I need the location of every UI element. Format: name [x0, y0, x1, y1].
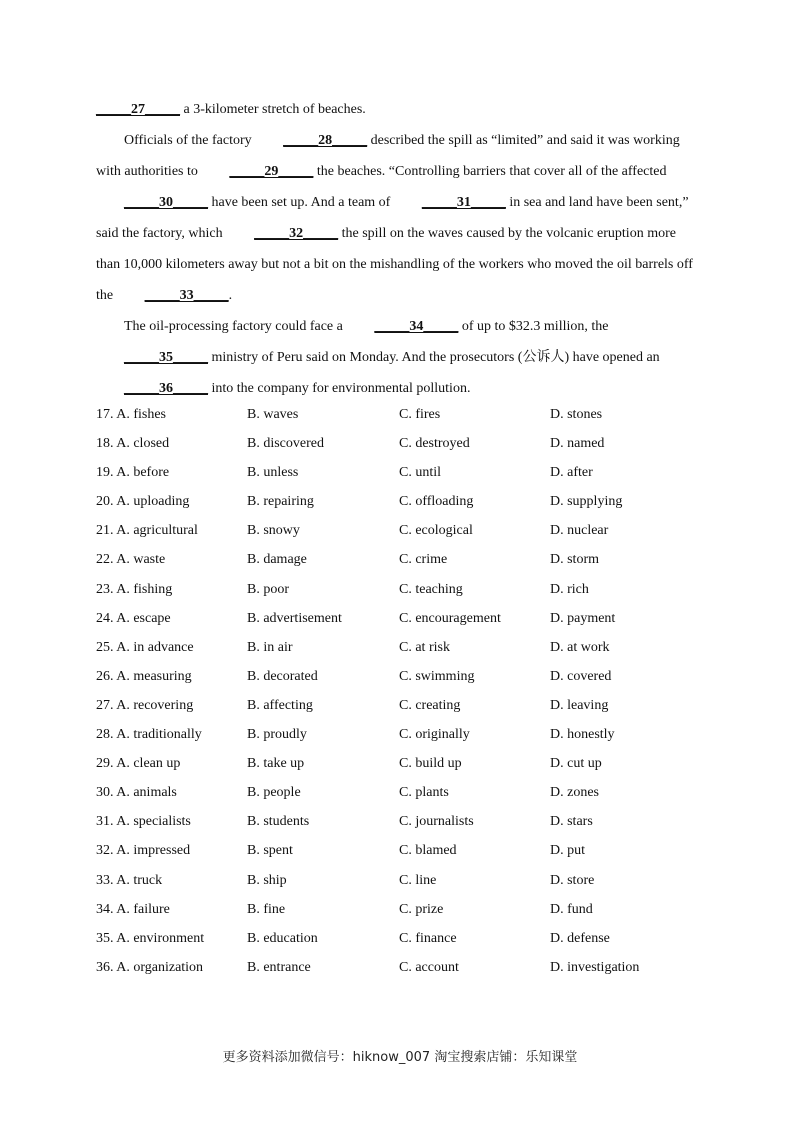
- option-d: D. supplying: [550, 494, 623, 510]
- passage-text: The oil-processing factory could face a: [124, 319, 347, 334]
- option-b: B. poor: [247, 581, 289, 597]
- option-d: D. stars: [550, 814, 593, 830]
- option-a: 29. A. clean up: [96, 756, 181, 772]
- option-a: 27. A. recovering: [96, 697, 194, 713]
- option-d: D. leaving: [550, 697, 609, 713]
- option-b: B. decorated: [247, 668, 318, 684]
- option-c: C. line: [399, 872, 437, 888]
- option-a: 21. A. agricultural: [96, 523, 198, 539]
- passage-text: in sea and land have been sent,” said the factory, which: [96, 195, 689, 241]
- question-row: [96, 866, 716, 895]
- option-a: 18. A. closed: [96, 436, 170, 452]
- option-b: B. fine: [247, 901, 286, 917]
- option-c: C. originally: [399, 727, 470, 743]
- option-a: 28. A. traditionally: [96, 727, 202, 743]
- blank-28: _____28_____: [283, 133, 368, 148]
- question-row: [96, 458, 716, 487]
- passage-text: have been set up. And a team of: [208, 195, 394, 210]
- option-d: D. named: [550, 436, 605, 452]
- option-c: C. build up: [399, 756, 462, 772]
- option-a: 33. A. truck: [96, 872, 163, 888]
- question-row: [96, 895, 716, 924]
- option-d: D. rich: [550, 581, 589, 597]
- option-a: 36. A. organization: [96, 959, 204, 975]
- blank-31: _____31_____: [421, 195, 506, 210]
- question-row: [96, 400, 716, 429]
- option-a: 30. A. animals: [96, 785, 177, 801]
- blank-33: _____33_____: [144, 288, 229, 303]
- question-row: [96, 953, 716, 982]
- option-a: 26. A. measuring: [96, 668, 192, 684]
- blank-36: _____36_____: [124, 381, 208, 396]
- passage-text: a 3-kilometer stretch of beaches.: [180, 102, 366, 117]
- option-d: D. investigation: [550, 959, 640, 975]
- option-d: D. zones: [550, 785, 599, 801]
- passage-text: the spill on the waves caused by the volcanic eruption more than 10,000 kilometers away but not a bit on the mishandling of the workers who moved the oil barrels off the: [96, 226, 693, 303]
- option-b: B. in air: [247, 639, 293, 655]
- option-d: D. after: [550, 465, 593, 481]
- question-row: [96, 836, 716, 865]
- option-c: C. ecological: [399, 523, 473, 539]
- option-c: C. at risk: [399, 639, 450, 655]
- question-row: [96, 691, 716, 720]
- option-c: C. teaching: [399, 581, 463, 597]
- question-row: [96, 487, 716, 516]
- passage-text: described the spill as “limited” and said it was working with authorities to: [96, 133, 680, 179]
- option-c: C. fires: [399, 407, 441, 422]
- option-a: 23. A. fishing: [96, 581, 173, 597]
- option-d: D. at work: [550, 639, 610, 655]
- option-a: 32. A. impressed: [96, 843, 191, 859]
- option-b: B. education: [247, 930, 318, 946]
- option-a: 24. A. escape: [96, 610, 171, 626]
- option-a: 22. A. waste: [96, 552, 166, 568]
- option-d: D. fund: [550, 901, 593, 917]
- question-row: [96, 749, 716, 778]
- option-c: C. destroyed: [399, 436, 470, 452]
- blank-30: _____30_____: [124, 195, 208, 210]
- question-row: [96, 633, 716, 662]
- option-b: B. snowy: [247, 523, 300, 539]
- option-c: C. plants: [399, 785, 449, 801]
- option-b: B. spent: [247, 843, 293, 859]
- question-row: [96, 662, 716, 691]
- passage-text: the beaches. “Controlling barriers that cover all of the affected: [313, 164, 667, 179]
- passage-text: ministry of Peru said on Monday. And the prosecutors (公诉人) have opened an: [208, 350, 660, 365]
- option-d: D. defense: [550, 930, 610, 946]
- blank-29: _____29_____: [229, 164, 314, 179]
- option-b: B. students: [247, 814, 310, 830]
- question-row: [96, 575, 716, 604]
- passage-text: into the company for environmental pollution.: [208, 381, 471, 396]
- option-c: C. swimming: [399, 668, 475, 684]
- option-b: B. advertisement: [247, 610, 342, 626]
- option-b: B. waves: [247, 407, 299, 422]
- question-row: [96, 807, 716, 836]
- passage: [96, 94, 696, 404]
- question-row: [96, 924, 716, 953]
- blank-27: _____27_____: [96, 102, 180, 117]
- passage-paragraph-3: [96, 311, 696, 404]
- option-d: D. payment: [550, 610, 616, 626]
- option-b: B. take up: [247, 756, 305, 772]
- blank-34: _____34_____: [374, 319, 459, 334]
- option-b: B. damage: [247, 552, 307, 568]
- option-a: 25. A. in advance: [96, 639, 194, 655]
- option-a: 34. A. failure: [96, 901, 170, 917]
- option-d: D. covered: [550, 668, 612, 684]
- option-a: 19. A. before: [96, 465, 170, 481]
- option-b: B. entrance: [247, 959, 311, 975]
- passage-text: of up to $32.3 million, the: [458, 319, 609, 334]
- option-b: B. people: [247, 785, 301, 801]
- option-b: B. proudly: [247, 727, 307, 743]
- option-c: C. blamed: [399, 843, 457, 859]
- option-d: D. cut up: [550, 756, 602, 772]
- option-c: C. account: [399, 959, 459, 975]
- passage-paragraph-2: [96, 125, 696, 311]
- option-c: C. journalists: [399, 814, 474, 830]
- passage-line-27: [96, 94, 696, 125]
- option-c: C. creating: [399, 697, 461, 713]
- passage-text: Officials of the factory: [124, 133, 256, 148]
- option-b: B. discovered: [247, 436, 324, 452]
- option-a: 17. A. fishes: [96, 407, 166, 422]
- option-d: D. honestly: [550, 727, 615, 743]
- option-c: C. until: [399, 465, 442, 481]
- option-c: C. crime: [399, 552, 448, 568]
- question-row: [96, 778, 716, 807]
- blank-32: _____32_____: [254, 226, 339, 241]
- option-b: B. ship: [247, 872, 287, 888]
- question-row: [96, 429, 716, 458]
- option-d: D. storm: [550, 552, 599, 568]
- option-d: D. store: [550, 872, 595, 888]
- option-c: C. finance: [399, 930, 457, 946]
- question-row: [96, 604, 716, 633]
- blank-35: _____35_____: [124, 350, 208, 365]
- option-d: D. nuclear: [550, 523, 609, 539]
- question-row: [96, 545, 716, 574]
- passage-text: .: [228, 288, 233, 303]
- question-row: [96, 720, 716, 749]
- page-footer: 更多资料添加微信号：hiknow_007 淘宝搜索店铺：乐知课堂: [222, 1050, 578, 1065]
- option-a: 31. A. specialists: [96, 814, 191, 830]
- option-b: B. repairing: [247, 494, 314, 510]
- option-d: D. stones: [550, 407, 603, 422]
- option-c: C. prize: [399, 901, 444, 917]
- option-b: B. affecting: [247, 697, 313, 713]
- option-a: 20. A. uploading: [96, 494, 190, 510]
- option-d: D. put: [550, 843, 585, 859]
- option-c: C. offloading: [399, 494, 474, 510]
- question-row: [96, 516, 716, 545]
- option-b: B. unless: [247, 465, 299, 481]
- option-c: C. encouragement: [399, 610, 501, 626]
- option-a: 35. A. environment: [96, 930, 205, 946]
- question-list: [96, 400, 716, 982]
